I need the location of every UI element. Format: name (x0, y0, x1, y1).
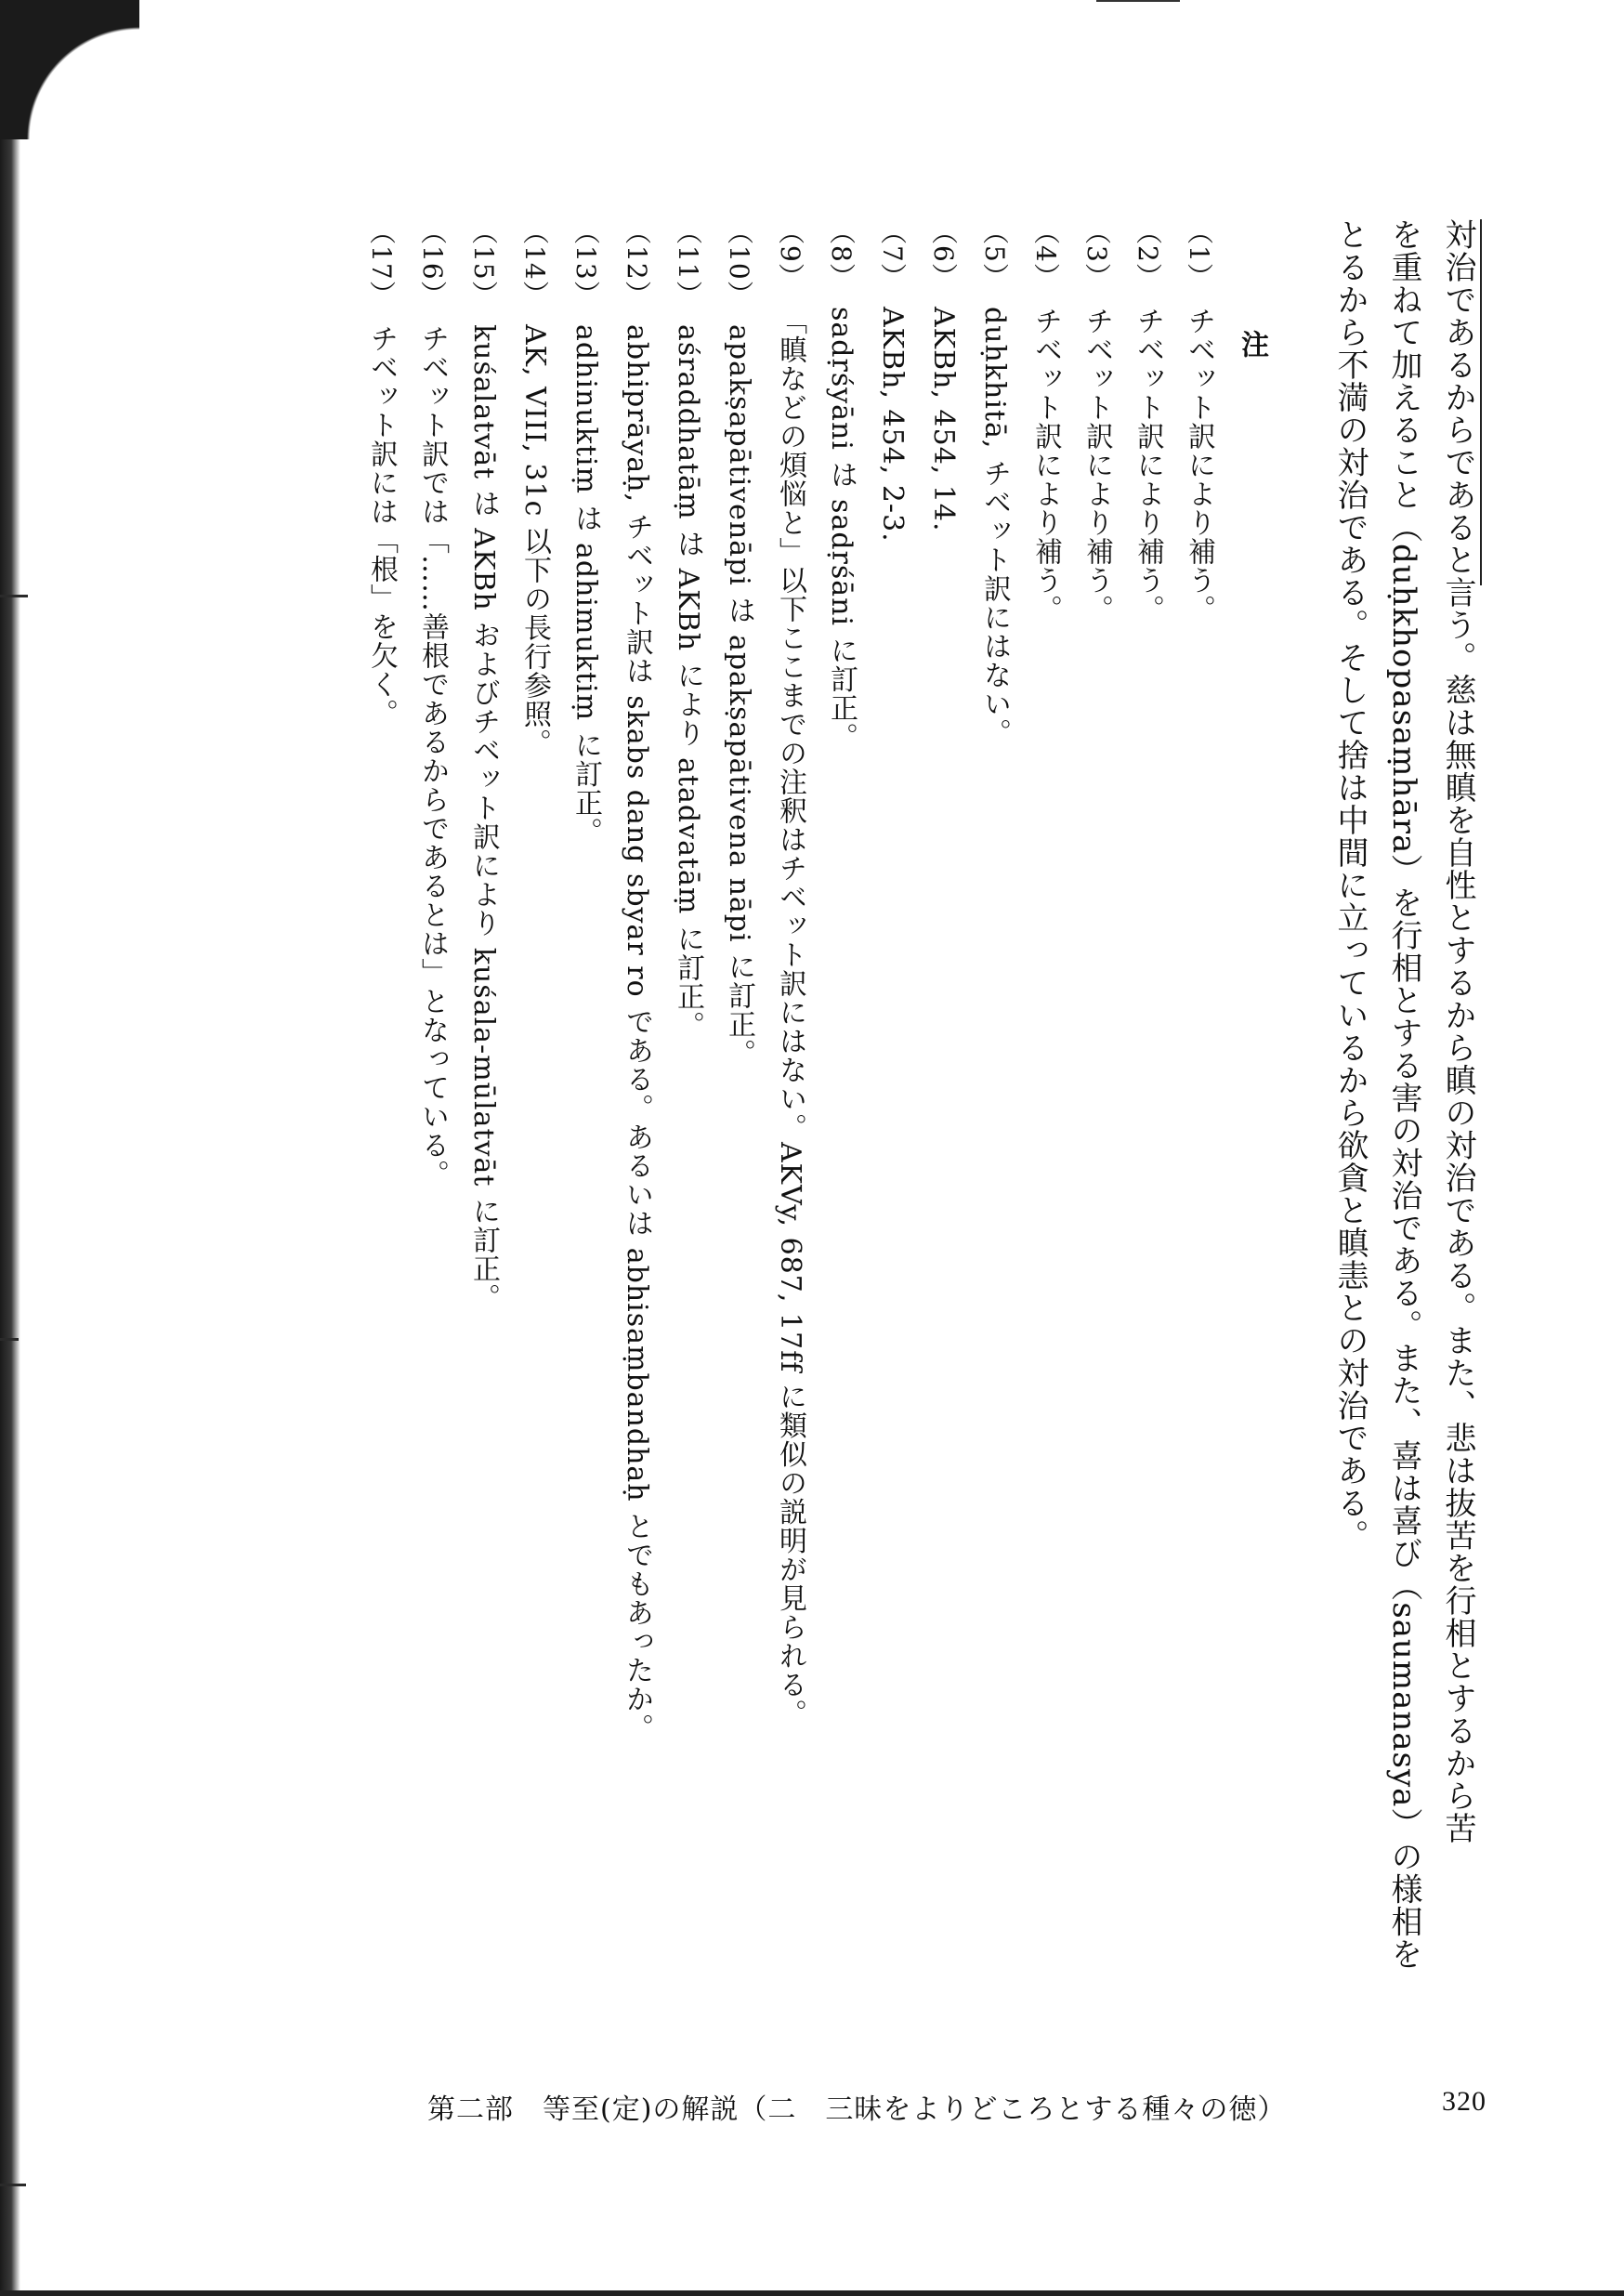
notes-list (356, 218, 1225, 2077)
note-text: AKBh, 454, 14. (927, 306, 960, 532)
scan-edge-left (0, 0, 20, 2296)
paragraph-line: 対治であるからであると言う。慈は無瞋を自性とするから瞋の対治である。また、悲は抜苦を行相とするから苦 (1439, 218, 1476, 1844)
note-number: （5） (979, 218, 1010, 290)
note-number: （13） (570, 218, 601, 308)
note-number: （16） (417, 218, 448, 308)
body-paragraph (1323, 218, 1485, 2077)
note-text: チベット訳には「根」を欠く。 (365, 323, 398, 728)
note-item (1173, 218, 1225, 2077)
note-item (1020, 218, 1071, 2077)
note-number: （1） (1184, 218, 1214, 290)
note-number: （12） (622, 218, 652, 308)
scan-tick (0, 595, 28, 597)
note-item (1122, 218, 1173, 2077)
page-number: 320 (1442, 2086, 1486, 2117)
scan-tick (0, 1338, 19, 1341)
note-number: （8） (826, 218, 857, 290)
note-number: （3） (1081, 218, 1112, 290)
note-text: AKBh, 454, 2-3. (876, 306, 909, 543)
note-item (560, 218, 611, 2077)
running-header-section: 第二部 等至(定)の解説（二 三昧をよりどころとする種々の徳） (427, 2093, 1287, 2126)
note-text: abhiprāyaḥ, チベット訳は skabs dang sbyar ro である。あるいは abhisaṃbandhaḥ とでもあったか。 (621, 323, 653, 1742)
note-text: AK, VIII, 31c 以下の長行参照。 (518, 323, 551, 757)
note-number: （14） (519, 218, 550, 308)
scan-edge-top-mark (1096, 0, 1180, 2)
scan-tick (0, 2184, 26, 2186)
note-text: apakṣapātivenāpi は apakṣapātivena nāpi に訂正。 (723, 323, 755, 1068)
scan-edge-bottom (0, 2290, 1624, 2296)
note-item (918, 218, 969, 2077)
vertical-text-body (356, 218, 1485, 2077)
paragraph-line: を重ねて加えること（duḥkhopasaṃhāra）を行相とする害の対治である。また、喜は喜び（saumanasya）の様相を (1385, 218, 1422, 1971)
note-text: チベット訳では「……善根であるからであるとは」となっている。 (416, 323, 449, 1188)
note-number: （9） (775, 218, 805, 290)
note-item (969, 218, 1020, 2077)
note-item (662, 218, 714, 2077)
note-text: kuśalatvāt は AKBh およびチベット訳により kuśala-mūlatvāt に訂正。 (467, 323, 500, 1312)
note-text: duḥkhitā, チベット訳にはない。 (978, 306, 1011, 747)
page-footer (427, 2086, 1486, 2127)
note-item (816, 218, 867, 2077)
note-item (867, 218, 918, 2077)
scan-edge-corner (0, 0, 139, 139)
paragraph-line: とるから不満の対治である。そして捨は中間に立っているから欲貪と瞋恚との対治である。 (1331, 218, 1369, 1552)
note-item (458, 218, 509, 2077)
note-item (714, 218, 765, 2077)
note-item (509, 218, 560, 2077)
note-number: （6） (928, 218, 959, 290)
column-gap (1278, 218, 1323, 2077)
note-item (611, 218, 662, 2077)
note-item (1071, 218, 1122, 2077)
note-text: 「瞋などの煩悩と」以下ここまでの注釈はチベット訳にはない。AKVy, 687, 17ff に類似の説明が見られる。 (774, 306, 806, 1728)
note-text: チベット訳により補う。 (1132, 306, 1164, 623)
note-text: チベット訳により補う。 (1183, 306, 1215, 623)
note-text: adhinuktiṃ は adhimuktiṃ に訂正。 (570, 323, 602, 846)
note-text: チベット訳により補う。 (1029, 306, 1062, 623)
note-number: （10） (724, 218, 754, 308)
note-number: （7） (877, 218, 908, 290)
notes-heading: 注 (1236, 330, 1268, 361)
note-text: aśraddhatāṃ は AKBh により atadvatāṃ に訂正。 (672, 323, 704, 1040)
note-number: （2） (1133, 218, 1163, 290)
note-number: （11） (673, 218, 703, 308)
note-item (407, 218, 458, 2077)
note-item (765, 218, 816, 2077)
note-item (356, 218, 407, 2077)
note-text: チベット訳により補う。 (1080, 306, 1113, 623)
note-text: sadṛśyāni は sadṛśāni に訂正。 (825, 306, 858, 752)
note-number: （4） (1030, 218, 1061, 290)
note-number: （15） (468, 218, 499, 308)
note-number: （17） (366, 218, 397, 308)
